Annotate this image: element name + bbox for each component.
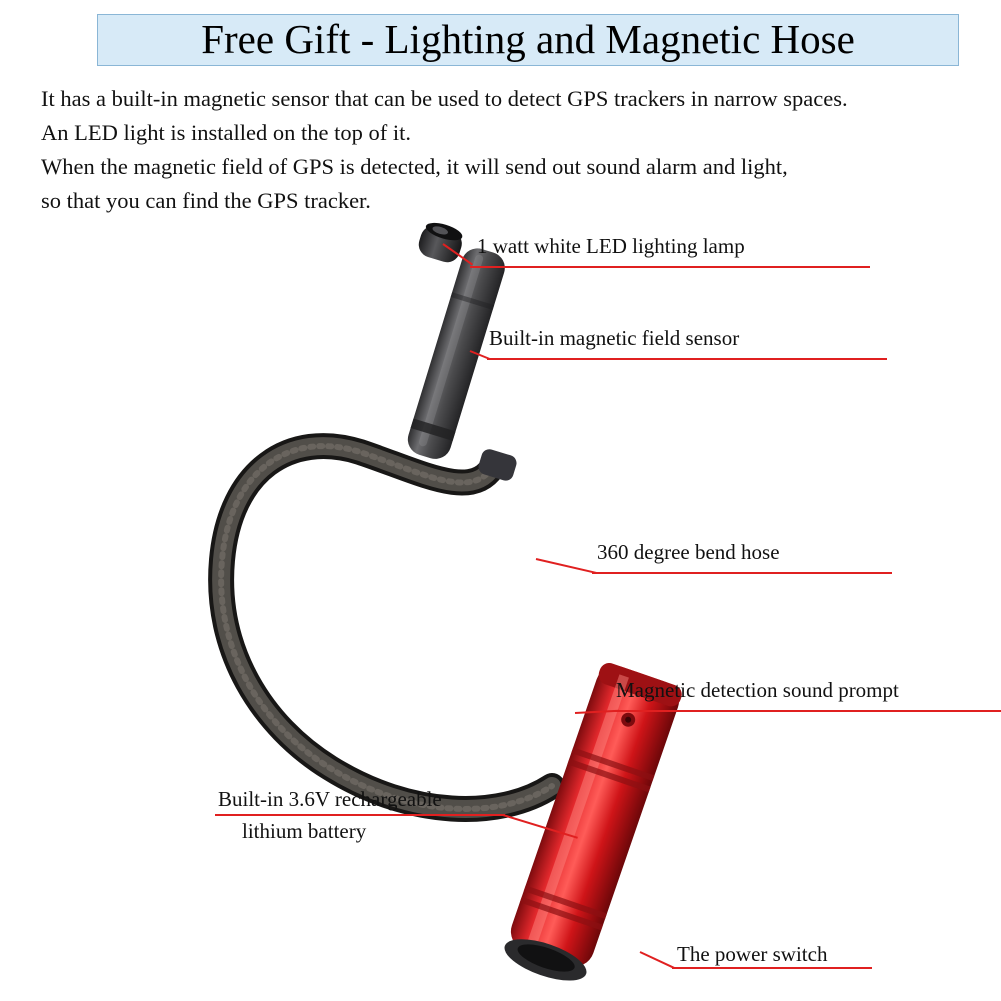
page-title: Free Gift - Lighting and Magnetic Hose	[201, 16, 855, 62]
leader-line-led-lamp	[470, 266, 870, 268]
leader-line-bend-hose	[592, 572, 892, 574]
intro-line-3: When the magnetic field of GPS is detected, it will send out sound alarm and light,	[41, 154, 788, 179]
leader-line-magnetic-sensor	[487, 358, 887, 360]
leader-line-battery	[215, 814, 505, 816]
intro-line-1: It has a built-in magnetic sensor that can be used to detect GPS trackers in narrow spaces.	[41, 86, 848, 111]
intro-line-2: An LED light is installed on the top of it.	[41, 120, 411, 145]
callout-led-lamp: 1 watt white LED lighting lamp	[477, 234, 745, 258]
callout-battery-line-1: Built-in 3.6V rechargeable	[218, 787, 442, 811]
callout-bend-hose: 360 degree bend hose	[597, 540, 780, 564]
callout-sound-prompt: Magnetic detection sound prompt	[616, 678, 899, 702]
leader-line-sound-prompt	[614, 710, 1001, 712]
callout-battery-line-2: lithium battery	[242, 819, 367, 843]
callout-magnetic-sensor: Built-in magnetic field sensor	[489, 326, 740, 350]
callout-power-switch: The power switch	[677, 942, 828, 966]
leader-line-power-switch	[672, 967, 872, 969]
intro-line-4: so that you can find the GPS tracker.	[41, 188, 371, 213]
